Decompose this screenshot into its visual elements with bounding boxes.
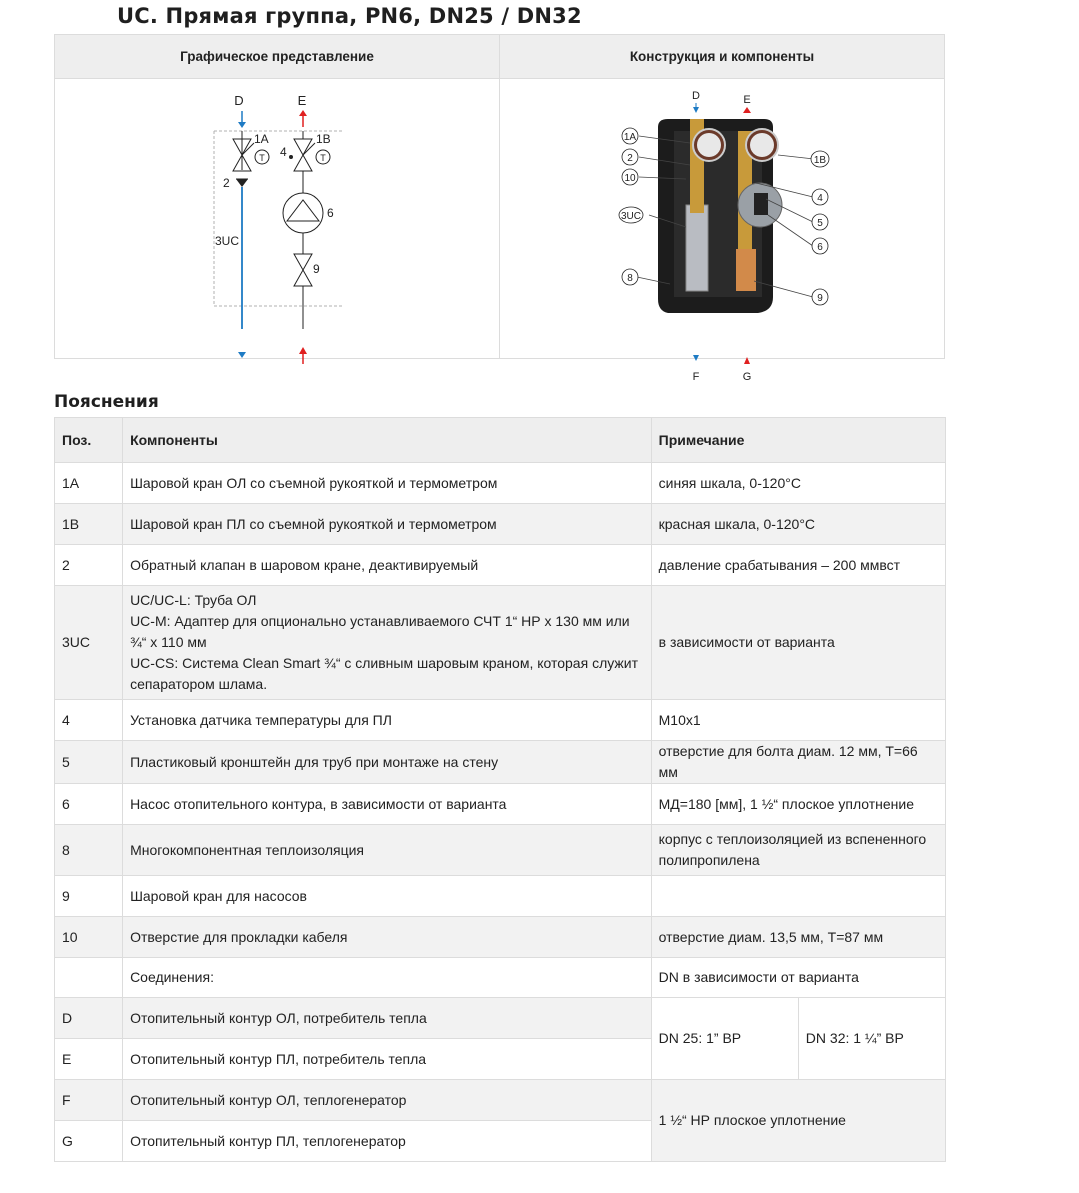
row-pos: 6	[55, 784, 123, 825]
row-component: Шаровой кран для насосов	[123, 876, 652, 917]
table-row	[55, 586, 946, 700]
connections-note: DN в зависимости от варианта	[651, 958, 945, 998]
schematic-label-6: 6	[327, 206, 334, 220]
check-valve-icon	[236, 179, 248, 187]
legend-table	[54, 417, 946, 1162]
arrow-up-red-icon	[299, 110, 307, 127]
schematic-label-4: 4	[280, 145, 287, 159]
row-component: Отверстие для прокладки кабеля	[123, 917, 652, 958]
photo-label-e: E	[743, 94, 751, 106]
row-component: Отопительный контур ОЛ, потребитель тепла	[123, 998, 652, 1039]
row-pos	[55, 958, 123, 998]
row-note	[651, 876, 945, 917]
row-component: Многокомпонентная теплоизоляция	[123, 825, 652, 876]
arrow-down-blue-bottom-icon	[238, 352, 246, 358]
photo-label-6: 6	[817, 242, 823, 253]
legend-header-row	[55, 418, 946, 463]
row-pos: 4	[55, 700, 123, 741]
table-row	[55, 998, 946, 1039]
arrow-down-blue-icon	[238, 111, 246, 128]
thermometer-t-right: T	[320, 153, 326, 163]
schematic-label-1b: 1B	[316, 132, 331, 146]
row-note: M10x1	[651, 700, 945, 741]
row-pos: 1B	[55, 504, 123, 545]
row-pos: 1A	[55, 463, 123, 504]
arrow-up-red-bottom-icon	[299, 347, 307, 364]
row-pos: F	[55, 1080, 123, 1121]
connections-label: Соединения:	[123, 958, 652, 998]
table-row	[55, 1080, 946, 1121]
thermometer-t-left: T	[259, 153, 265, 163]
row-note: корпус с теплоизоляцией из вспененного полипропилена	[651, 825, 945, 876]
row-pos: 9	[55, 876, 123, 917]
pump-valve	[736, 249, 756, 291]
row-note: давление срабатывания – 200 ммвст	[651, 545, 945, 586]
table-row	[55, 876, 946, 917]
page-title: UC. Прямая группа, PN6, DN25 / DN32	[117, 4, 582, 28]
schematic-label-1a: 1A	[254, 132, 269, 146]
row-component: Обратный клапан в шаровом кране, деактивируемый	[123, 545, 652, 586]
construction-illustration	[500, 79, 944, 383]
component-line: UC-CS: Система Clean Smart ¾“ с сливным шаровым краном, которая служит сепаратором шлама.	[130, 655, 638, 692]
note-fg: 1 ½“ НР плоское уплотнение	[651, 1080, 945, 1162]
pump-icon	[283, 193, 323, 233]
row-component: Шаровой кран ОЛ со съемной рукояткой и термометром	[123, 463, 652, 504]
row-component: Отопительный контур ОЛ, теплогенератор	[123, 1080, 652, 1121]
table-row	[55, 958, 946, 998]
table-row	[55, 741, 946, 784]
figure-header-graphic: Графическое представление	[55, 35, 500, 79]
table-row	[55, 784, 946, 825]
figure-table	[54, 34, 945, 383]
figure-header-construction: Конструкция и компоненты	[500, 35, 944, 79]
table-row	[55, 504, 946, 545]
schematic-label-2: 2	[223, 176, 230, 190]
row-component: Шаровой кран ПЛ со съемной рукояткой и термометром	[123, 504, 652, 545]
note-dn25: DN 25: 1” ВР	[651, 998, 798, 1080]
table-row	[55, 700, 946, 741]
row-note: отверстие диам. 13,5 мм, T=87 мм	[651, 917, 945, 958]
row-pos: 10	[55, 917, 123, 958]
row-pos: G	[55, 1121, 123, 1162]
row-pos: 2	[55, 545, 123, 586]
valve-9-icon	[294, 254, 312, 286]
photo-label-f: F	[692, 371, 700, 383]
row-component: Насос отопительного контура, в зависимости от варианта	[123, 784, 652, 825]
row-note: красная шкала, 0-120°C	[651, 504, 945, 545]
photo-label-4: 4	[817, 193, 823, 204]
schematic-label-3uc: 3UC	[215, 234, 240, 248]
photo-label-8: 8	[627, 273, 633, 284]
row-component: Отопительный контур ПЛ, потребитель тепла	[123, 1039, 652, 1080]
row-component: Установка датчика температуры для ПЛ	[123, 700, 652, 741]
photo-label-5: 5	[817, 218, 823, 229]
photo-label-9: 9	[817, 293, 823, 304]
row-pos: 5	[55, 741, 123, 784]
schematic-label-e: E	[297, 93, 307, 108]
schematic-label-d: D	[234, 93, 244, 108]
photo-label-10: 10	[624, 173, 636, 184]
photo-label-1b: 1B	[813, 155, 827, 166]
table-row	[55, 825, 946, 876]
photo-label-1a: 1A	[623, 132, 637, 143]
table-row	[55, 545, 946, 586]
row-pos: 8	[55, 825, 123, 876]
photo-label-3uc: 3UC	[620, 211, 642, 222]
pipe-left	[686, 205, 708, 291]
row-note: МД=180 [мм], 1 ½“ плоское уплотнение	[651, 784, 945, 825]
photo-label-d: D	[692, 90, 700, 102]
schematic-label-9: 9	[313, 262, 320, 276]
hydraulic-schematic	[55, 79, 500, 358]
table-row	[55, 463, 946, 504]
note-dn32: DN 32: 1 ¼” ВР	[798, 998, 945, 1080]
photo-label-g: G	[742, 371, 752, 383]
schematic-cell	[55, 79, 500, 358]
table-row	[55, 917, 946, 958]
row-pos: D	[55, 998, 123, 1039]
row-note: отверстие для болта диам. 12 мм, T=66 мм	[651, 741, 945, 784]
row-component: Пластиковый кронштейн для труб при монтаже на стену	[123, 741, 652, 784]
row-pos: E	[55, 1039, 123, 1080]
header-components: Компоненты	[123, 418, 652, 463]
row-pos: 3UC	[55, 586, 123, 700]
row-component: Отопительный контур ПЛ, теплогенератор	[123, 1121, 652, 1162]
header-pos: Поз.	[55, 418, 123, 463]
component-line: UC/UC-L: Труба ОЛ	[130, 592, 257, 608]
row-component	[123, 586, 652, 700]
row-note: синяя шкала, 0-120°C	[651, 463, 945, 504]
photo-label-2: 2	[627, 153, 633, 164]
row-note: в зависимости от варианта	[651, 586, 945, 700]
legend-title: Пояснения	[54, 392, 159, 412]
component-line: UC-M: Адаптер для опционально устанавливаемого СЧТ 1“ НР x 130 мм или ¾“ x 110 мм	[130, 613, 630, 650]
construction-cell	[500, 79, 944, 383]
header-note: Примечание	[651, 418, 945, 463]
